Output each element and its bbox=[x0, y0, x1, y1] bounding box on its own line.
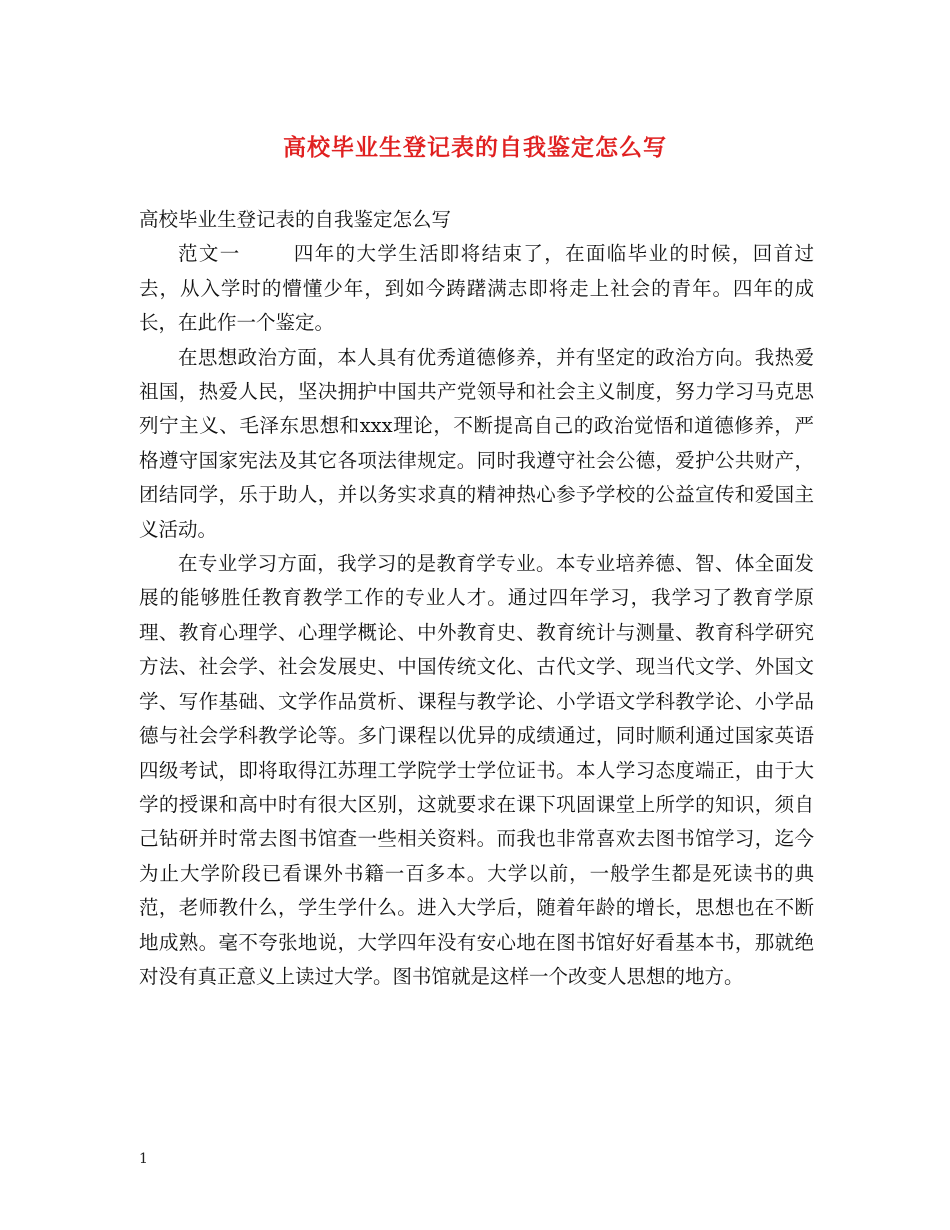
sample-label: 范文一 bbox=[178, 242, 241, 266]
document-body bbox=[139, 203, 814, 994]
document-subtitle: 高校毕业生登记表的自我鉴定怎么写 bbox=[139, 208, 452, 231]
page-number: 1 bbox=[139, 1151, 148, 1167]
paragraph-sample-one bbox=[139, 237, 814, 340]
paragraph-political: 在思想政治方面，本人具有优秀道德修养，并有坚定的政治方向。我热爱祖国，热爱人民，坚决拥护中国共产党领导和社会主义制度，努力学习马克思列宁主义、毛泽东思想和xxx理论，不断提高自己的政治觉悟和道德修养，严格遵守国家宪法及其它各项法律规定。同时我遵守社会公德，爱护公共财产，团结同学，乐于助人，并以务实求真的精神热心参予学校的公益宣传和爱国主义活动。 bbox=[139, 345, 814, 541]
document-title: 高校毕业生登记表的自我鉴定怎么写 bbox=[283, 134, 667, 161]
paragraph-text: 四年的大学生活即将结束了，在面临毕业的时候，回首过去，从入学时的懵懂少年，到如今踌躇满志即将走上社会的青年。四年的成长，在此作一个鉴定。 bbox=[139, 242, 814, 335]
paragraph-study: 在专业学习方面，我学习的是教育学专业。本专业培养德、智、体全面发展的能够胜任教育教学工作的专业人才。通过四年学习，我学习了教育学原理、教育心理学、心理学概论、中外教育史、教育统计与测量、教育科学研究方法、社会学、社会发展史、中国传统文化、古代文学、现当代文学、外国文学、写作基础、文学作品赏析、课程与教学论、小学语文学科教学论、小学品德与社会学科教学论等。多门课程以优异的成绩通过，同时顺利通过国家英语四级考试，即将取得江苏理工学院学士学位证书。本人学习态度端正，由于大学的授课和高中时有很大区别，这就要求在课下巩固课堂上所学的知识，须自己钻研并时常去图书馆查一些相关资料。而我也非常喜欢去图书馆学习，迄今为止大学阶段已看课外书籍一百多本。大学以前，一般学生都是死读书的典范，老师教什么，学生学什么。进入大学后，随着年龄的增长，思想也在不断地成熟。毫不夸张地说，大学四年没有安心地在图书馆好好看基本书，那就绝对没有真正意义上读过大学。图书馆就是这样一个改变人思想的地方。 bbox=[139, 552, 814, 988]
